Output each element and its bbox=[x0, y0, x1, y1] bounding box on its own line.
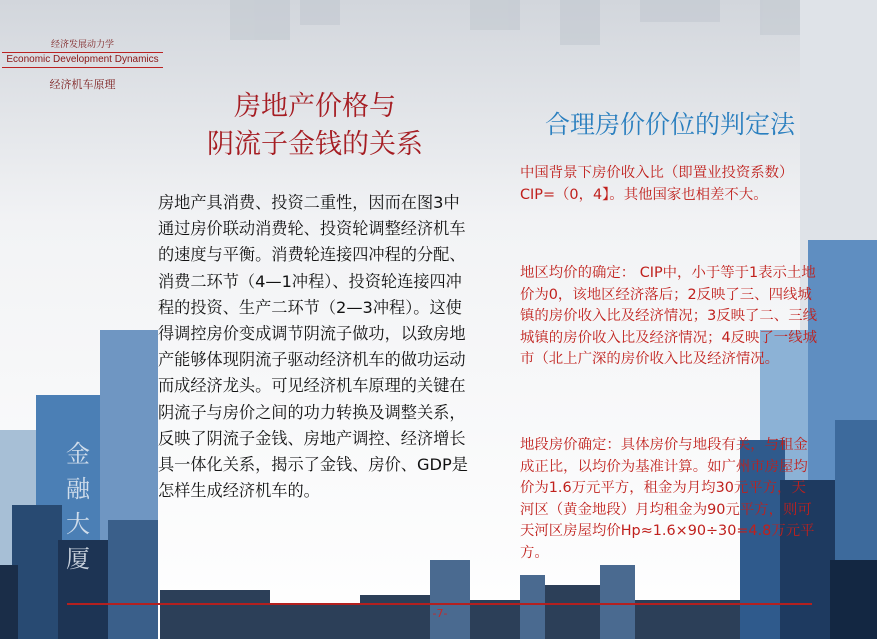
brand-cn-title: 经济发展动力学 bbox=[50, 40, 114, 50]
left-title-line2: 阴流子金钱的关系 bbox=[207, 129, 423, 160]
brand-divider bbox=[2, 67, 163, 68]
watermark-seal bbox=[58, 440, 98, 580]
right-paragraph-cip: 中国背景下房价收入比（即置业投资系数）CIP=（0，4】。其他国家也相差不大。 bbox=[520, 165, 794, 203]
left-title bbox=[150, 88, 480, 164]
left-title-line1: 房地产价格与 bbox=[234, 91, 396, 122]
brand-subtitle: 经济机车原理 bbox=[49, 78, 116, 91]
svg-text:大: 大 bbox=[66, 510, 90, 538]
brand-divider bbox=[2, 52, 163, 53]
left-body-text: 房地产具消费、投资二重性，因而在图3中通过房价联动消费轮、投资轮调整经济机车的速度与平衡。消费轮连接四冲程的分配、消费二环节（4—1冲程）、投资轮连接四冲程的投资、生产二环节（2—3冲程）。这使得调控房价变成调节阴流子做功，以致房地产能够体现阴流子驱动经济机车的做功运动而成经济龙头。可见经济机车原理的关键在阴流子与房价之间的功力转换及调整关系，反映了阴流子金钱、房地产调控、经济增长具一体化关系，揭示了金钱、房价、GDP是怎样生成经济机车的。 bbox=[158, 193, 468, 501]
right-title: 合理房价价位的判定法 bbox=[544, 110, 795, 139]
svg-text:融: 融 bbox=[66, 475, 90, 503]
svg-text:金: 金 bbox=[66, 440, 90, 468]
brand-en-title: Economic Development Dynamics bbox=[6, 54, 159, 65]
right-paragraph-region: 地区均价的确定： CIP中，小于等于1表示土地价为0，该地区经济落后；2反映了三、四线城镇的房价收入比及经济情况；3反映了二、三线城镇的房价收入比及经济情况；4反映了一线城市（北上广深的房价收入比及经济情况。 bbox=[520, 265, 817, 367]
brand-header bbox=[0, 40, 165, 92]
page-number: -7- bbox=[432, 607, 448, 620]
footer-divider bbox=[67, 603, 812, 605]
right-paragraph-location: 地段房价确定：具体房价与地段有关，与租金成正比，以均价为基准计算。如广州市房屋均价为1.6万元平方，租金为月均30元平方，天河区（黄金地段）月均租金为90元平方，则可天河区房屋均价Hp≈1.6×90÷30=4.8万元平方。 bbox=[520, 437, 815, 561]
svg-text:厦: 厦 bbox=[66, 545, 90, 573]
